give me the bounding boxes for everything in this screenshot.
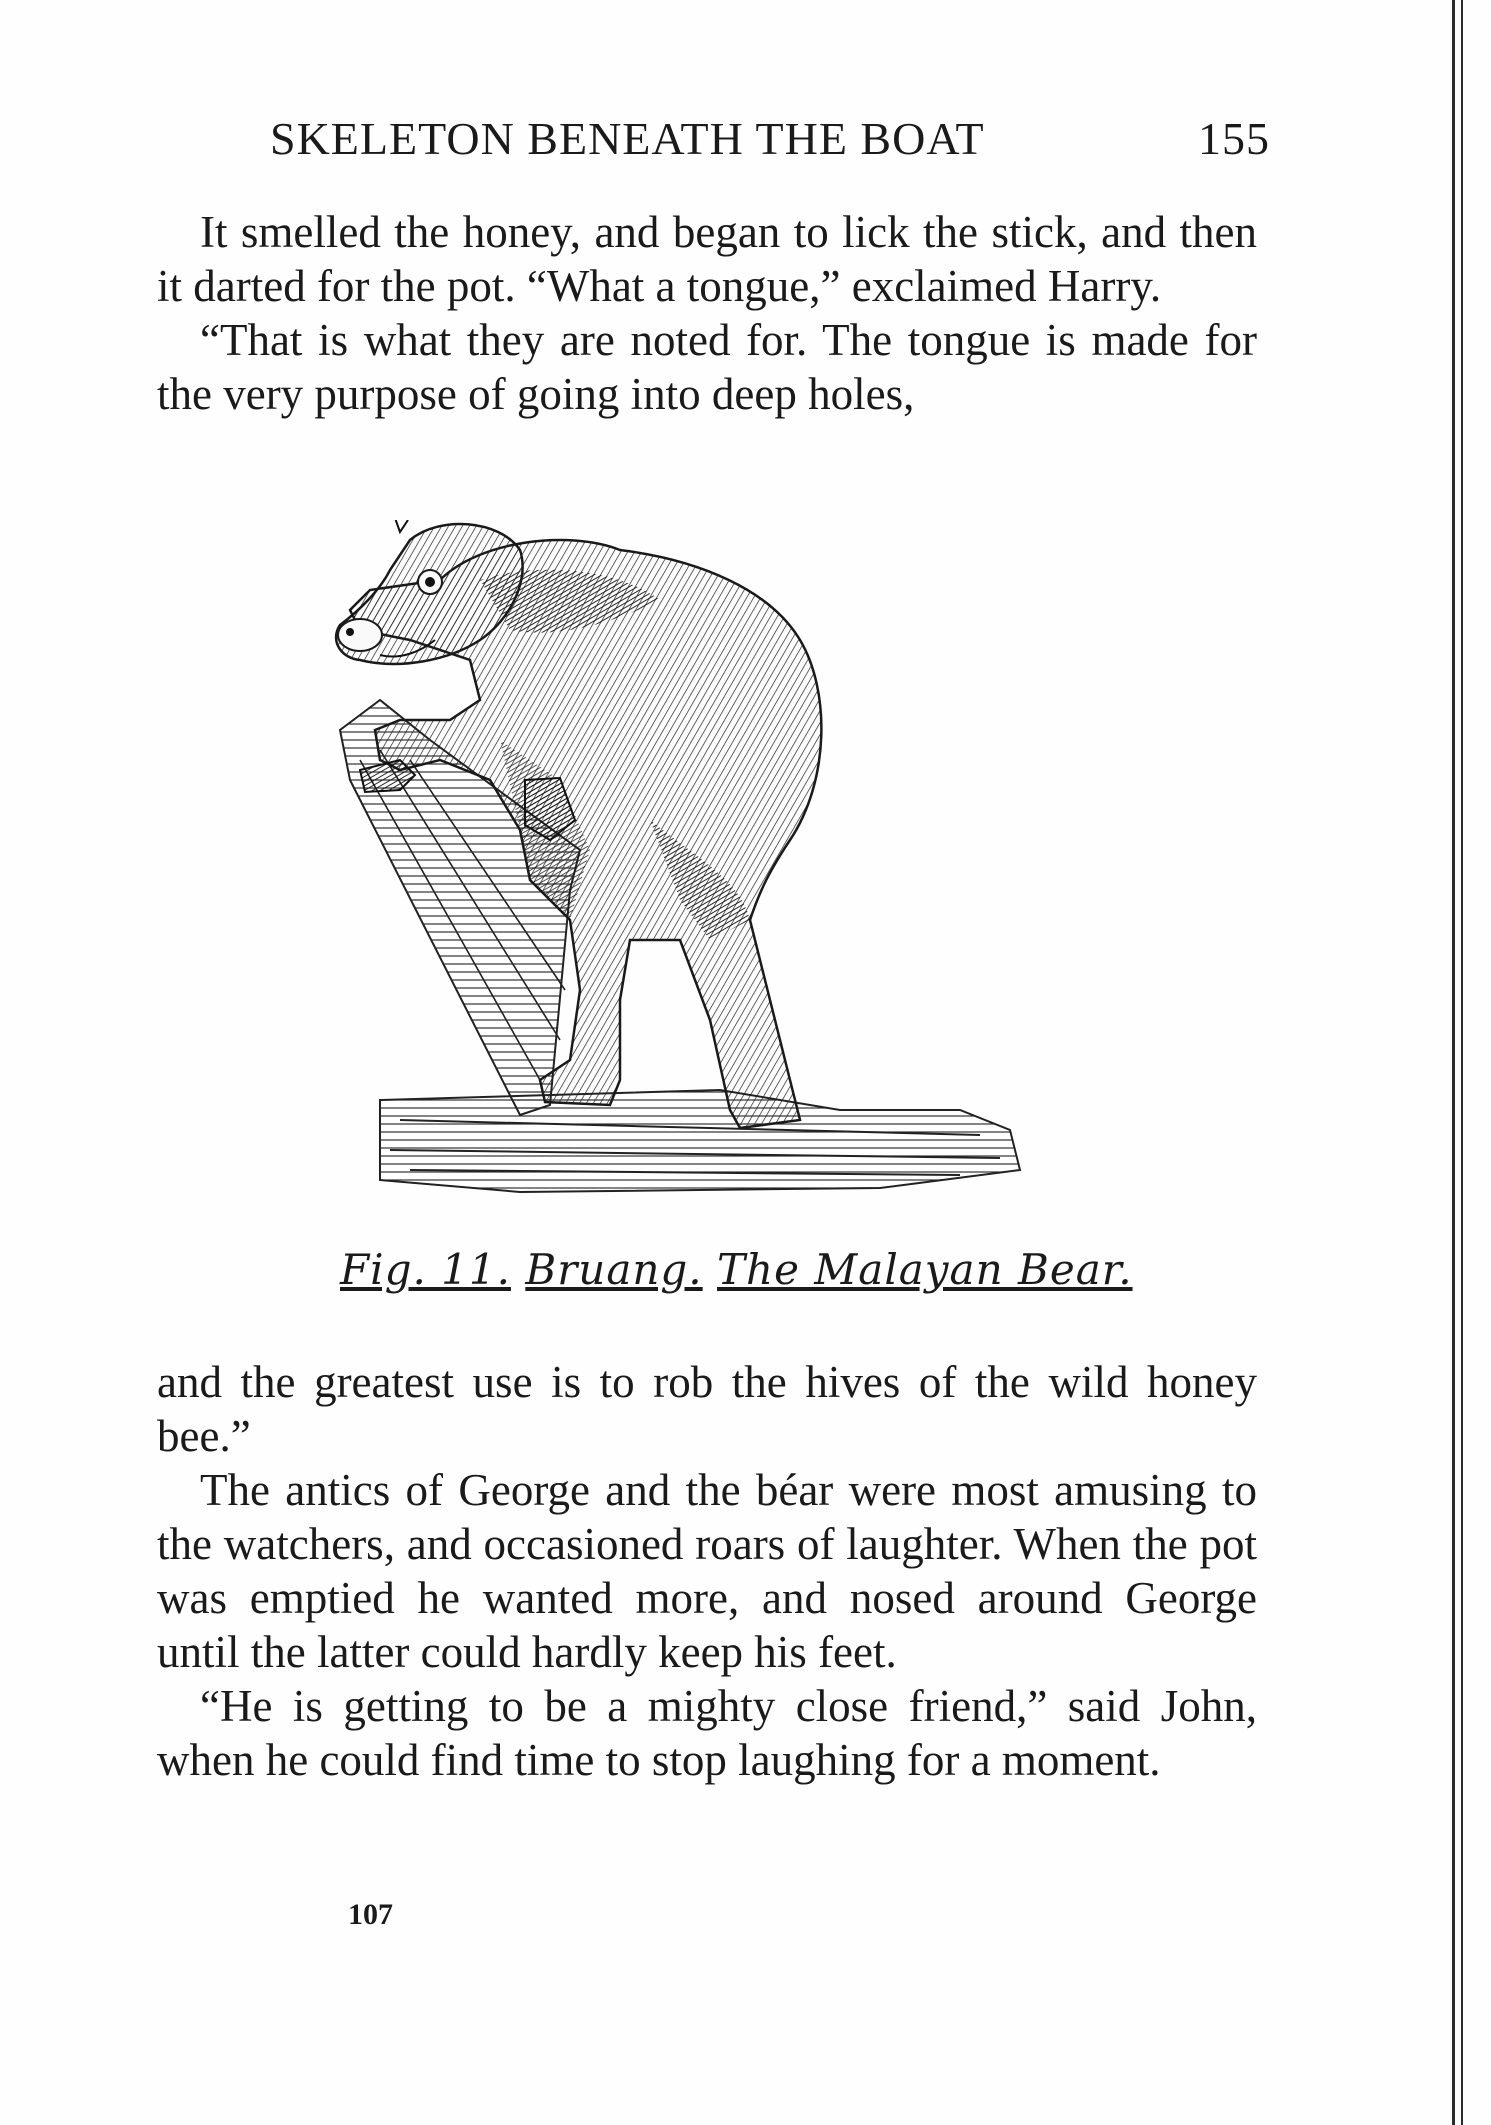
top-text-block bbox=[157, 205, 1257, 421]
bear-illustration bbox=[320, 520, 1080, 1240]
caption-description: The Malayan Bear. bbox=[717, 1245, 1133, 1294]
binding-edge-line-inner bbox=[1461, 0, 1463, 2125]
paragraph: and the greatest use is to rob the hives of the wild honey bee.” bbox=[157, 1357, 1257, 1461]
caption-prefix: Fig. 11. bbox=[340, 1245, 511, 1294]
running-title: SKELETON BENEATH THE BOAT bbox=[270, 113, 985, 164]
bottom-text-block bbox=[157, 1355, 1257, 1787]
bear-engraving bbox=[320, 520, 1080, 1240]
running-header bbox=[270, 112, 1270, 165]
paragraph: The antics of George and the béar were most amusing to the watchers, and occasioned roars of laughter. When the pot was emptied he wanted more, and nosed around George until the latter could hardly keep his feet. bbox=[157, 1465, 1257, 1677]
figure-caption bbox=[340, 1245, 1140, 1294]
binding-edge-line bbox=[1452, 0, 1455, 2125]
page-number: 155 bbox=[1198, 113, 1270, 164]
caption-name: Bruang. bbox=[525, 1245, 703, 1294]
folio-number: 107 bbox=[348, 1898, 393, 1931]
paragraph: It smelled the honey, and began to lick the stick, and then it darted for the pot. “What a tongue,” exclaimed Harry. bbox=[157, 207, 1257, 311]
paragraph: “He is getting to be a mighty close friend,” said John, when he could find time to stop laughing for a moment. bbox=[157, 1681, 1257, 1785]
paragraph: “That is what they are noted for. The tongue is made for the very purpose of going into deep holes, bbox=[157, 315, 1257, 419]
bottom-log bbox=[380, 1090, 1020, 1192]
